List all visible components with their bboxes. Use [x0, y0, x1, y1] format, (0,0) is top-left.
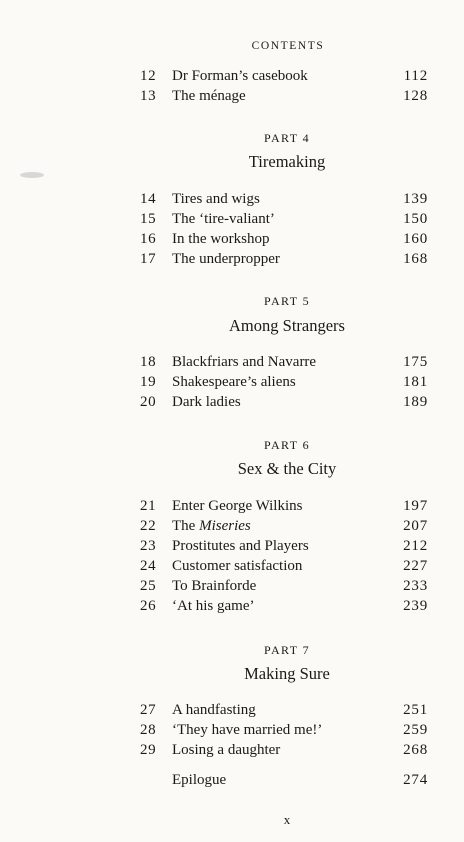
chapter-number: 28: [140, 722, 157, 738]
page-number: 112: [403, 68, 428, 84]
toc-entry: [0, 249, 464, 269]
chapter-number: 12: [140, 68, 157, 84]
part-label: PART 6: [263, 438, 311, 452]
page-number: 251: [403, 702, 428, 718]
page-number: 207: [403, 518, 428, 534]
toc-entry: [0, 189, 464, 209]
page-number: 212: [403, 538, 428, 554]
chapter-title: Dark ladies: [172, 394, 241, 410]
toc-entry: [0, 576, 464, 596]
folio: x: [283, 812, 291, 827]
toc-entry: [0, 496, 464, 516]
part-label: PART 4: [263, 131, 311, 145]
chapter-title: Blackfriars and Navarre: [172, 354, 317, 370]
contents-heading: CONTENTS: [251, 40, 325, 52]
chapter-number: 13: [140, 88, 157, 104]
toc-entry: [0, 740, 464, 760]
chapter-number: 29: [140, 742, 157, 758]
chapter-number: 21: [140, 498, 157, 514]
chapter-number: 16: [140, 231, 157, 247]
toc-entry: [0, 66, 464, 86]
toc-entry: [0, 352, 464, 372]
page-number: 181: [403, 374, 428, 390]
chapter-number: 19: [140, 374, 157, 390]
toc-entry: [0, 86, 464, 106]
chapter-title: The ‘tire-valiant’: [172, 211, 275, 227]
chapter-title-italic: Miseries: [199, 518, 251, 534]
chapter-number: 26: [140, 598, 157, 614]
page-number: 128: [403, 88, 428, 104]
part-label: PART 7: [263, 643, 311, 657]
chapter-number: 15: [140, 211, 157, 227]
chapter-title: [172, 516, 251, 536]
chapter-title: In the workshop: [172, 231, 270, 247]
page-number: 175: [403, 354, 428, 370]
page-number: 139: [403, 191, 428, 207]
chapter-title: Dr Forman’s casebook: [172, 68, 308, 84]
chapter-number: 18: [140, 354, 157, 370]
toc-entry: [0, 596, 464, 616]
chapter-title-prefix: The: [172, 518, 200, 534]
page-number: 259: [403, 722, 428, 738]
toc-entry: [0, 229, 464, 249]
toc-entry: [0, 209, 464, 229]
chapter-title: To Brainforde: [172, 578, 257, 594]
chapter-number: 14: [140, 191, 157, 207]
page-number: 268: [403, 742, 428, 758]
chapter-title: Tires and wigs: [172, 191, 260, 207]
page-number: 239: [403, 598, 428, 614]
page-smudge: [20, 172, 44, 178]
toc-entry: [0, 720, 464, 740]
chapter-title: The ménage: [172, 88, 246, 104]
part-label: PART 5: [263, 294, 311, 308]
toc-entry: [0, 700, 464, 720]
chapter-title: The underpropper: [172, 251, 280, 267]
chapter-title: Shakespeare’s aliens: [172, 374, 296, 390]
chapter-number: 17: [140, 251, 157, 267]
page-number: 274: [403, 772, 428, 788]
chapter-title: Prostitutes and Players: [172, 538, 309, 554]
epilogue-title: Epilogue: [172, 772, 227, 788]
part-title: Among Strangers: [229, 316, 345, 335]
chapter-number: 25: [140, 578, 157, 594]
page-number: 168: [403, 251, 428, 267]
page-number: 150: [403, 211, 428, 227]
toc-entry: [0, 516, 464, 536]
chapter-title: ‘At his game’: [172, 598, 255, 614]
page-number: 227: [403, 558, 428, 574]
chapter-number: 20: [140, 394, 157, 410]
part-title: Sex & the City: [237, 459, 337, 478]
toc-entry: [0, 392, 464, 412]
toc-entry: [0, 536, 464, 556]
chapter-title: A handfasting: [172, 702, 256, 718]
chapter-title: Enter George Wilkins: [172, 498, 303, 514]
page-number: 189: [403, 394, 428, 410]
toc-entry: [0, 556, 464, 576]
page-number: 160: [403, 231, 428, 247]
part-title: Tiremaking: [248, 152, 326, 171]
chapter-title: Customer satisfaction: [172, 558, 303, 574]
chapter-number: 24: [140, 558, 157, 574]
chapter-number: 23: [140, 538, 157, 554]
page-number: 197: [403, 498, 428, 514]
toc-entry-epilogue: [0, 770, 464, 790]
chapter-number: 27: [140, 702, 157, 718]
chapter-number: 22: [140, 518, 157, 534]
chapter-title: ‘They have married me!’: [172, 722, 323, 738]
chapter-title: Losing a daughter: [172, 742, 281, 758]
part-title: Making Sure: [244, 664, 330, 683]
toc-entry: [0, 372, 464, 392]
page-number: 233: [403, 578, 428, 594]
